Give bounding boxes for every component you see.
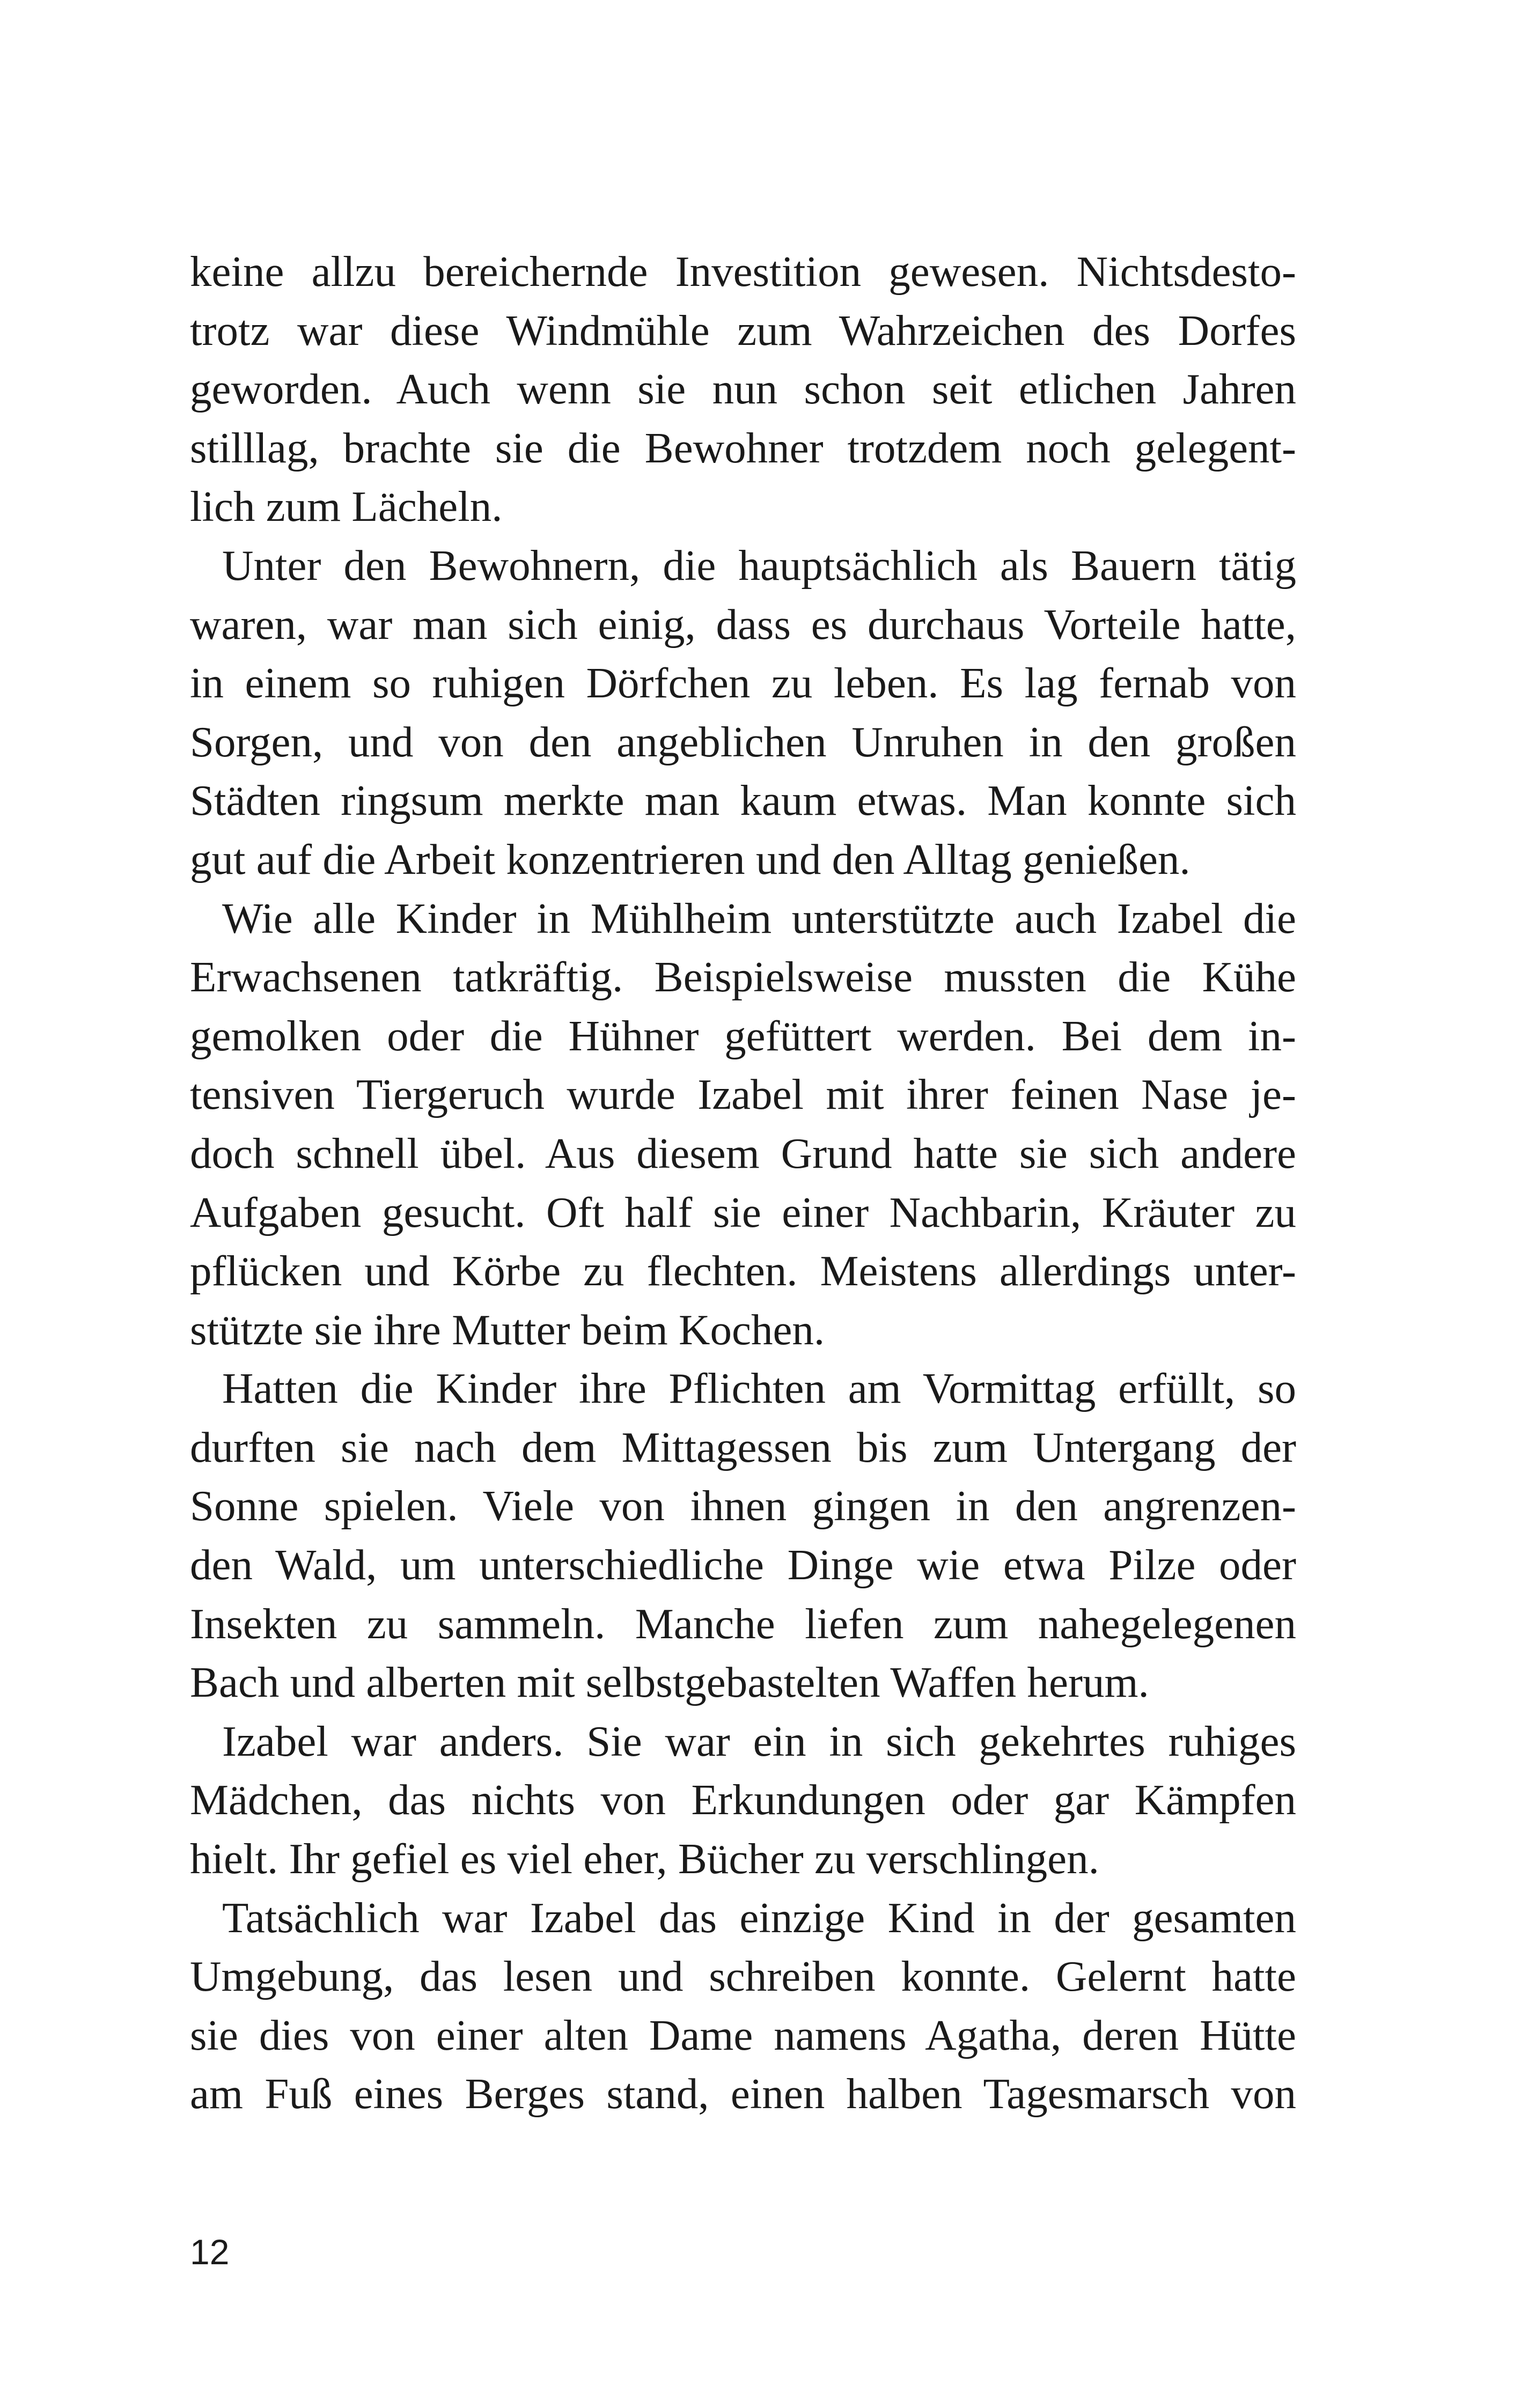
paragraph: [190, 242, 1296, 536]
page-number: 12: [190, 2232, 230, 2272]
text-line: Umgebung, das lesen und schreiben konnte. Gelernt hatte: [190, 1952, 1296, 2001]
text-line: Sorgen, und von den angeblichen Unruhen in den großen: [190, 717, 1296, 766]
paragraph: [190, 1889, 1296, 2124]
text-line: in einem so ruhigen Dörfchen zu leben. Es lag fernab von: [190, 659, 1296, 708]
text-line: Hatten die Kinder ihre Pflichten am Vormittag erfüllt, so: [222, 1364, 1296, 1413]
paragraph: [190, 889, 1296, 1360]
text-line: Bach und alberten mit selbstgebastelten Waffen herum.: [190, 1658, 1149, 1707]
text-line: Mädchen, das nichts von Erkundungen oder gar Kämpfen: [190, 1776, 1296, 1824]
text-line: trotz war diese Windmühle zum Wahrzeichen des Dorfes: [190, 306, 1296, 355]
text-line: tensiven Tiergeruch wurde Izabel mit ihrer feinen Nase je-: [190, 1070, 1296, 1119]
text-line: Wie alle Kinder in Mühlheim unterstützte auch Izabel die: [222, 894, 1296, 942]
text-line: hielt. Ihr gefiel es viel eher, Bücher zu verschlingen.: [190, 1835, 1099, 1883]
text-line: Insekten zu sammeln. Manche liefen zum nahegelegenen: [190, 1599, 1296, 1648]
text-line: stilllag, brachte sie die Bewohner trotzdem noch gelegent-: [190, 423, 1296, 472]
text-line: sie dies von einer alten Dame namens Agatha, deren Hütte: [190, 2011, 1296, 2059]
text-line: keine allzu bereichernde Investition gewesen. Nichtsdesto-: [190, 247, 1296, 296]
text-line: stützte sie ihre Mutter beim Kochen.: [190, 1305, 825, 1354]
text-line: Izabel war anders. Sie war ein in sich gekehrtes ruhiges: [222, 1717, 1296, 1765]
text-line: doch schnell übel. Aus diesem Grund hatte sie sich andere: [190, 1129, 1296, 1177]
paragraph: [190, 1712, 1296, 1889]
text-line: Unter den Bewohnern, die hauptsächlich als Bauern tätig: [222, 541, 1296, 590]
body-text: [190, 242, 1296, 2124]
paragraph: [190, 536, 1296, 889]
text-line: den Wald, um unterschiedliche Dinge wie etwa Pilze oder: [190, 1541, 1296, 1589]
text-line: Erwachsenen tatkräftig. Beispielsweise mussten die Kühe: [190, 953, 1296, 1002]
text-line: pflücken und Körbe zu flechten. Meistens allerdings unter-: [190, 1247, 1296, 1295]
text-line: Sonne spielen. Viele von ihnen gingen in den angrenzen-: [190, 1482, 1296, 1530]
text-line: lich zum Lächeln.: [190, 482, 503, 531]
text-line: Städten ringsum merkte man kaum etwas. Man konnte sich: [190, 776, 1296, 825]
text-line: am Fuß eines Berges stand, einen halben Tagesmarsch von: [190, 2070, 1296, 2118]
text-line: waren, war man sich einig, dass es durchaus Vorteile hatte,: [190, 600, 1296, 649]
text-line: geworden. Auch wenn sie nun schon seit etlichen Jahren: [190, 365, 1296, 414]
text-line: Tatsächlich war Izabel das einzige Kind in der gesamten: [222, 1893, 1296, 1942]
text-line: gut auf die Arbeit konzentrieren und den Alltag genießen.: [190, 835, 1191, 883]
text-line: durften sie nach dem Mittagessen bis zum Untergang der: [190, 1423, 1296, 1471]
paragraph: [190, 1359, 1296, 1712]
text-line: gemolken oder die Hühner gefüttert werden. Bei dem in-: [190, 1011, 1296, 1060]
text-line: Aufgaben gesucht. Oft half sie einer Nachbarin, Kräuter zu: [190, 1188, 1296, 1236]
